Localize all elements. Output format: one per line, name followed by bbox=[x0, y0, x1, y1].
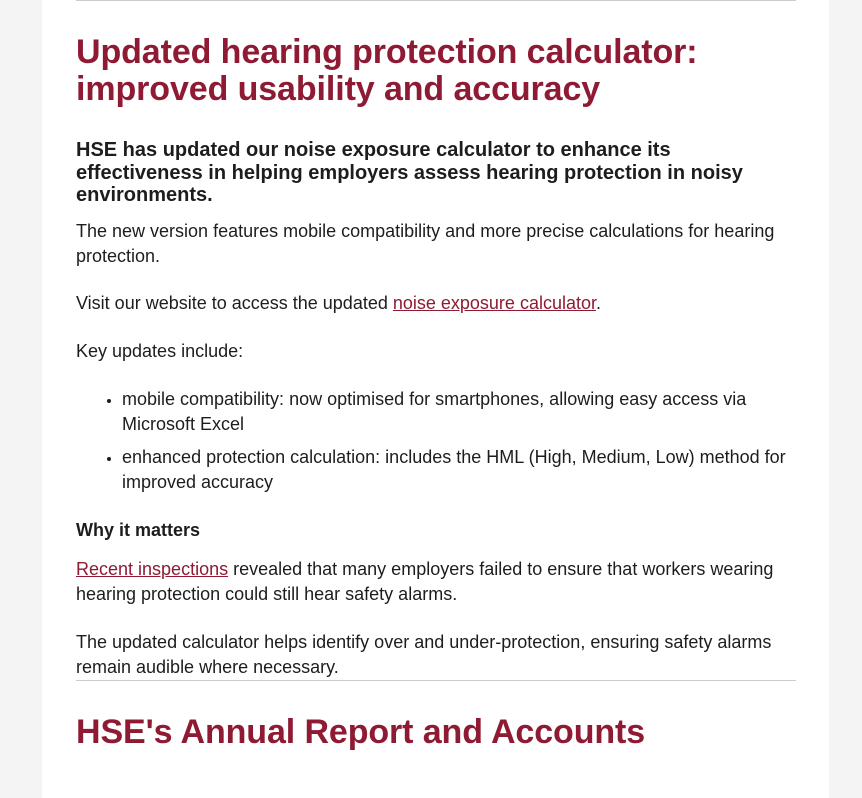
divider-top bbox=[76, 0, 796, 1]
divider-bottom bbox=[76, 680, 796, 681]
inspections-text: revealed that many employers failed to ensure that workers wearing hearing protection could still hear safety alarms. bbox=[76, 558, 774, 604]
newsletter-content bbox=[76, 0, 796, 751]
key-updates-label: Key updates include: bbox=[76, 340, 244, 361]
updates-list bbox=[76, 387, 796, 495]
next-article-title: HSE's Annual Report and Accounts bbox=[76, 712, 646, 751]
recent-inspections-link[interactable]: Recent inspections bbox=[76, 558, 229, 579]
article-intro: The new version features mobile compatibility and more precise calculations for hearing protection. bbox=[76, 220, 775, 266]
visit-prefix: Visit our website to access the updated bbox=[76, 292, 393, 313]
inspections-paragraph bbox=[76, 557, 796, 607]
list-item: • mobile compatibility: now optimised for smartphones, allowing easy access via Microsoft Excel bbox=[122, 387, 796, 437]
visit-paragraph bbox=[76, 291, 796, 316]
article-title: Updated hearing protection calculator: improved usability and accuracy bbox=[76, 33, 698, 108]
visit-suffix: . bbox=[595, 292, 601, 313]
closing-paragraph: The updated calculator helps identify over and under-protection, ensuring safety alarms remain audible where necessary. bbox=[76, 631, 772, 677]
noise-calculator-link[interactable]: noise exposure calculator bbox=[392, 292, 596, 313]
article-lead: HSE has updated our noise exposure calculator to enhance its effectiveness in helping employers assess hearing protection in noisy environments. bbox=[76, 139, 743, 206]
article-hearing-calculator bbox=[76, 34, 796, 680]
list-item: • enhanced protection calculation: includes the HML (High, Medium, Low) method for improved accuracy bbox=[122, 445, 796, 495]
newsletter-card bbox=[42, 0, 829, 798]
article-annual-report bbox=[76, 714, 796, 751]
why-it-matters-heading: Why it matters bbox=[76, 519, 201, 540]
